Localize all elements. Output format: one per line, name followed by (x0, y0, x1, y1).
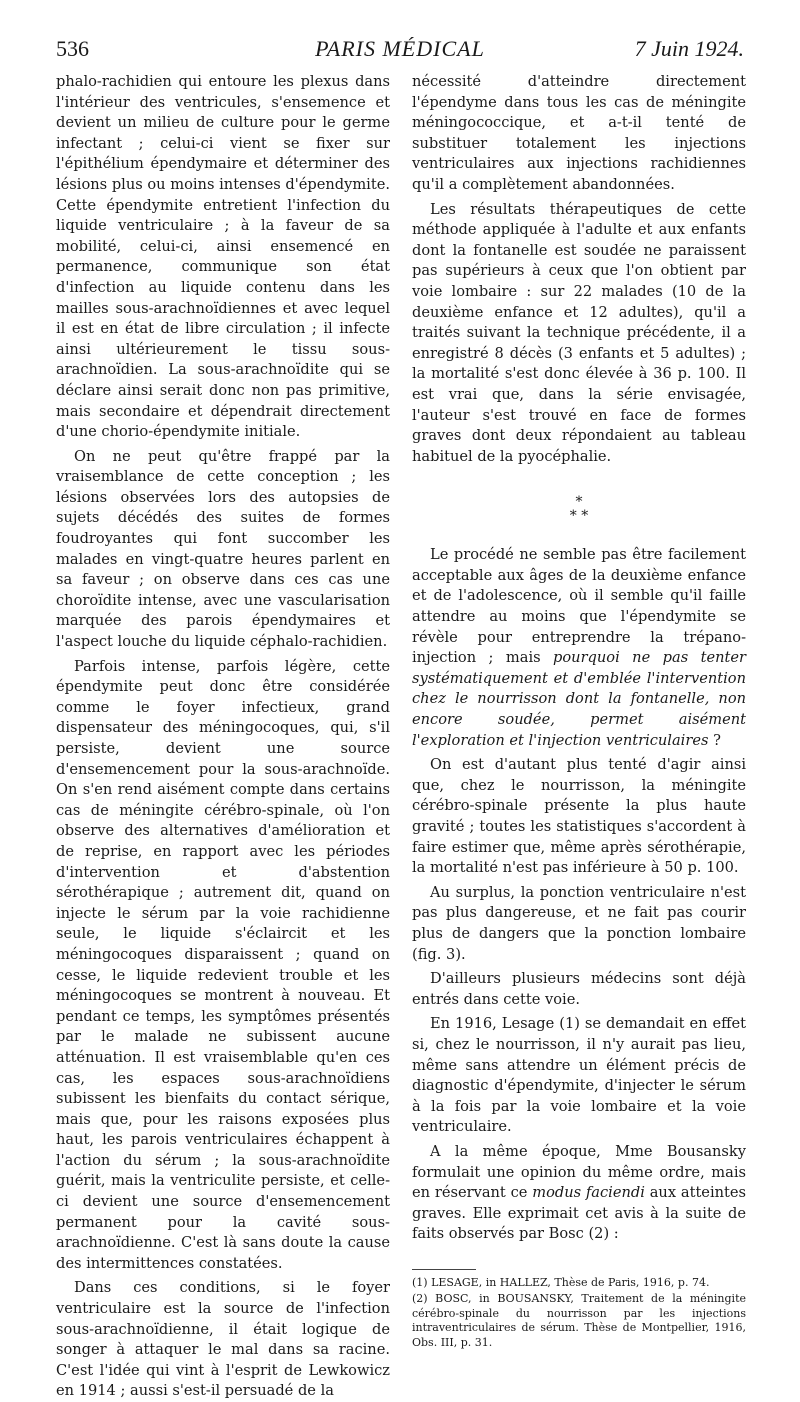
asterism-top: * (575, 494, 583, 511)
italic-question: pourquoi ne pas tenter systématiquement et d'emblée l'intervention chez le nourrisson dont la fontanelle, non encore soudée, permet aisément l'exploration et l'injection ventriculaires (412, 649, 746, 749)
paragraph-text: Le procédé ne semble pas être facilement acceptable aux âges de la deuxième enfance et de l'adolescence, où il semble qu'il faille attendre au moins que l'épendymite se révèle pour entreprendre la trépano-injection ; mais (412, 546, 746, 667)
paragraph: nécessité d'atteindre directement l'épendyme dans tous les cas de méningite méningococcique, et a-t-il tenté de substituer totalement les injections ventriculaires aux injections rachidiennes qu'il a complètement abandonnées. (412, 73, 746, 193)
paragraph: D'ailleurs plusieurs médecins sont déjà entrés dans cette voie. (412, 970, 746, 1008)
footnote-divider (412, 1269, 476, 1270)
paragraph: Les résultats thérapeutiques de cette méthode appliquée à l'adulte et aux enfants dont la fontanelle est soudée ne paraissent pas supérieurs à ceux que l'on obtient par voie lombaire : sur 22 malades (10 de la deuxième enfance et 12 adultes), qu'il a traités suivant la technique précédente, il a enregistré 8 décès (3 enfants et 5 adultes) ; la mortalité s'est donc élevée à 36 p. 100. Il est vrai que, dans la série envisagée, l'auteur s'est trouvé en face de formes graves dont deux répondaient au tableau habituel de la pyocéphalie. (412, 200, 746, 465)
paragraph: Dans ces conditions, si le foyer ventriculaire est la source de l'infection sous-arachnoïdienne, il était logique de songer à attaquer le mal dans sa racine. C'est l'idée qui vint à l'esprit de Lewkowicz en 1914 ; aussi s'est-il persuadé de la (56, 1279, 390, 1400)
paragraph: On est d'autant plus tenté d'agir ainsi que, chez le nourrisson, la méningite cérébro-spinale présente la plus haute gravité ; toutes les statistiques s'accordent à faire estimer que, même après sérothérapie, la mortalité n'est pas inférieure à 50 p. 100. (412, 756, 746, 877)
journal-title: PARIS MÉDICAL (315, 36, 485, 61)
italic-latin-term: modus faciendi (532, 1184, 645, 1202)
running-header (56, 36, 744, 70)
footnote: (2) BOSC, in BOUSANSKY, Traitement de la méningite cérébro-spinale du nourrisson par les injections intraventriculaires de sérum. Thèse de Montpellier, 1916, Obs. III, p. 31. (412, 1292, 746, 1349)
paragraph (412, 1142, 746, 1245)
right-column (412, 72, 746, 1350)
asterism-bottom: * * (569, 508, 589, 525)
paragraph-text: A la même époque, Mme Bousansky formulait une opinion du même ordre, mais en réservant ce (412, 1142, 746, 1202)
left-column (56, 72, 390, 1402)
paragraph: phalo-rachidien qui entoure les plexus dans l'intérieur des ventricules, s'ensemence et devient un milieu de culture pour le germe infectant ; celui-ci vient se fixer sur l'épithélium épendymaire et déterminer des lésions plus ou moins intenses d'épendymite. Cette épendymite entretient l'infection du liquide ventriculaire ; à la faveur de sa mobilité, celui-ci, ainsi ensemencé en permanence, communique son état d'infection au liquide contenu dans les mailles sous-arachnoïdiennes et avec lequel il est en état de libre circulation ; il infecte ainsi ultérieurement le tissu sous-arachnoïdien. La sous-arachnoïdite qui se déclare ainsi serait donc non pas primitive, mais secondaire et dépendrait directement d'une chorio-épendymite initiale. (56, 73, 390, 441)
paragraph: En 1916, Lesage (1) se demandait en effet si, chez le nourrisson, il n'y aurait pas lieu, même sans attendre un élément précis de diagnostic d'épendymite, d'injecter le sérum à la fois par la voie lombaire et la voie ventriculaire. (412, 1015, 746, 1136)
paragraph: Parfois intense, parfois légère, cette épendymite peut donc être considérée comme le foyer infectieux, grand dispensateur des méningocoques, qui, s'il persiste, devient une source d'ensemencement pour la sous-arachnoïde. On s'en rend aisément compte dans certains cas de méningite cérébro-spinale, où l'on observe des alternatives d'amélioration et de reprise, en rapport avec les périodes d'intervention et d'abstention sérothérapique ; autrement dit, quand on injecte le sérum par la voie rachidienne seule, le liquide s'éclaircit et les méningocoques disparaissent ; quand on cesse, le liquide redevient trouble et les méningocoques se montrent à nouveau. Et pendant ce temps, les symptômes présentés par le malade ne subissent aucune atténuation. Il est vraisemblable qu'en ces cas, les espaces sous-arachnoïdiens subissent les bienfaits du contact sérique, mais que, pour les raisons exposées plus haut, les parois ventriculaires échappent à l'action du sérum ; la sous-arachnoïdite guérit, mais la ventriculite persiste, et celle-ci devient une source d'ensemencement permanent pour la cavité sous-arachnoïdienne. C'est là sans doute la cause des intermittences constatées. (56, 657, 390, 1272)
paragraph: On ne peut qu'être frappé par la vraisemblance de cette conception ; les lésions observées lors des autopsies de sujets décédés des suites de formes foudroyantes qui font succomber les malades en vingt-quatre heures parlent en sa faveur ; on observe dans ces cas une choroïdite intense, avec une vascularisation marquée des parois épendymaires et l'aspect louche du liquide céphalo-rachidien. (56, 447, 390, 651)
paragraph: Au surplus, la ponction ventriculaire n'est pas plus dangereuse, et ne fait pas courir plus de dangers que la ponction lombaire (fig. 3). (412, 883, 746, 963)
paragraph-text: aux atteintes graves. Elle exprimait cet avis à la suite de faits observés par Bosc (2) : (412, 1184, 747, 1243)
issue-date: 7 Juin 1924. (634, 36, 744, 61)
question-mark: ? (708, 731, 721, 749)
paragraph (412, 545, 746, 751)
section-separator-asterisks (412, 495, 746, 523)
footnote: (1) LESAGE, in HALLEZ, Thèse de Paris, 1916, p. 74. (412, 1275, 710, 1289)
page-number: 536 (56, 36, 89, 61)
